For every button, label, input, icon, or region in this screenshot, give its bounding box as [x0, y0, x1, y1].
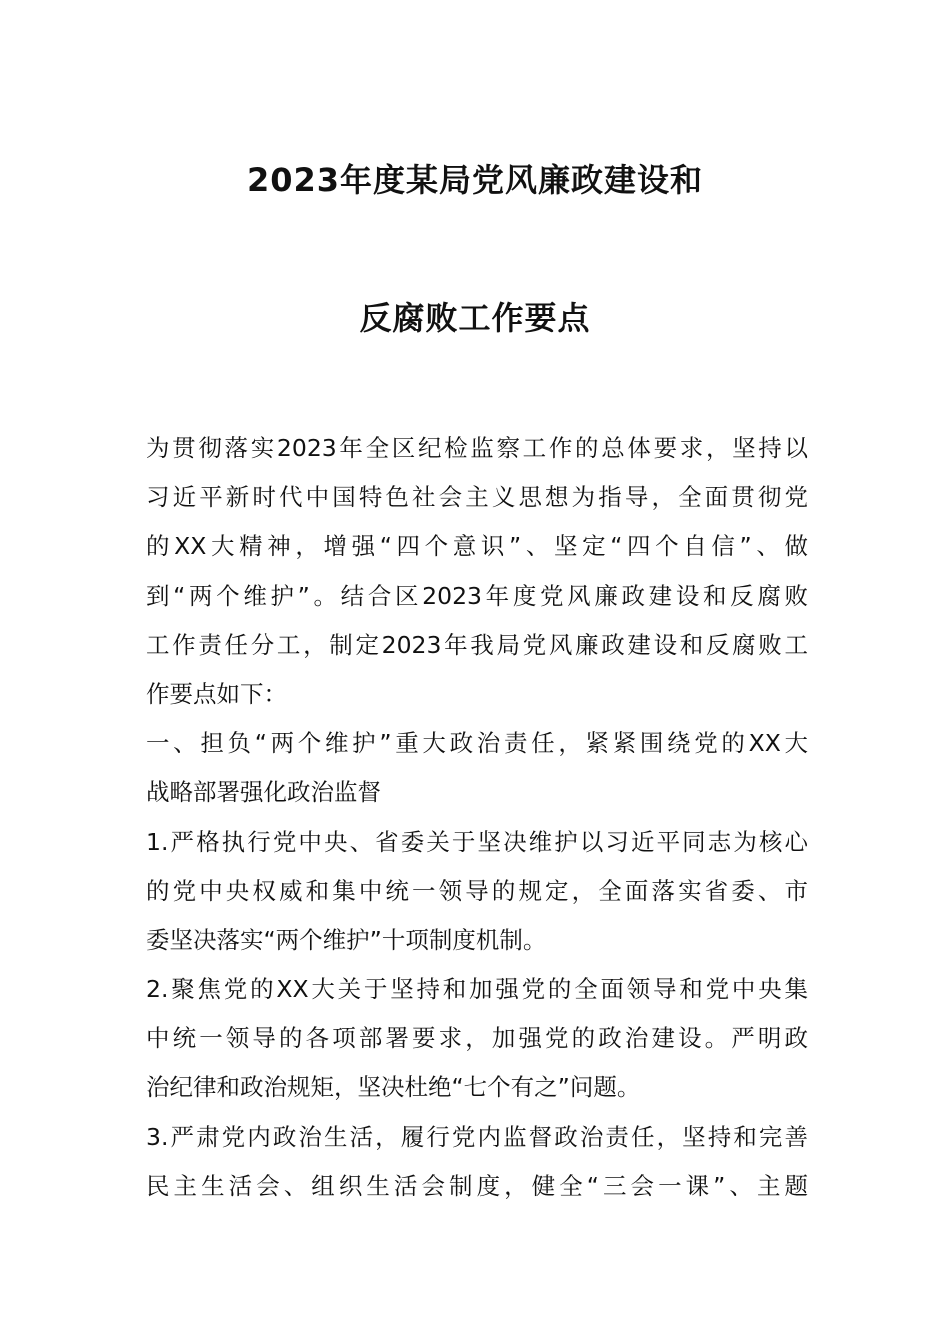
body-line: 委坚决落实“两个维护”十项制度机制。: [146, 925, 547, 954]
body-line: 到“两个维护”。结合区2023年度党风廉政建设和反腐败: [146, 581, 808, 610]
body-line: 的XX大精神，增强“四个意识”、坚定“四个自信”、做: [146, 532, 808, 561]
body-line: 中统一领导的各项部署要求，加强党的政治建设。严明政: [146, 1024, 808, 1053]
document-body: [146, 428, 808, 1215]
body-line: 1.严格执行党中央、省委关于坚决维护以习近平同志为核心: [146, 827, 808, 856]
body-line: 为贯彻落实2023年全区纪检监察工作的总体要求，坚持以: [146, 434, 808, 462]
document-title-line-2: 反腐败工作要点: [359, 299, 591, 337]
body-line: 工作责任分工，制定2023年我局党风廉政建设和反腐败工: [146, 630, 808, 659]
body-line: 民主生活会、组织生活会制度，健全“三会一课”、主题: [146, 1171, 808, 1200]
body-line: 3.严肃党内政治生活，履行党内监督政治责任，坚持和完善: [146, 1122, 808, 1151]
body-line: 治纪律和政治规矩，坚决杜绝“七个有之”问题。: [146, 1073, 641, 1102]
document-title-line-1: 2023年度某局党风廉政建设和: [246, 161, 704, 199]
body-line: 的党中央权威和集中统一领导的规定，全面落实省委、市: [146, 876, 808, 905]
body-line: 作要点如下：: [146, 679, 287, 708]
section-heading-line: 战略部署强化政治监督: [146, 778, 381, 807]
body-line: 习近平新时代中国特色社会主义思想为指导，全面贯彻党: [146, 483, 808, 512]
section-heading-line: 一、担负“两个维护”重大政治责任，紧紧围绕党的XX大: [146, 729, 808, 758]
body-line: 2.聚焦党的XX大关于坚持和加强党的全面领导和党中央集: [146, 975, 808, 1004]
